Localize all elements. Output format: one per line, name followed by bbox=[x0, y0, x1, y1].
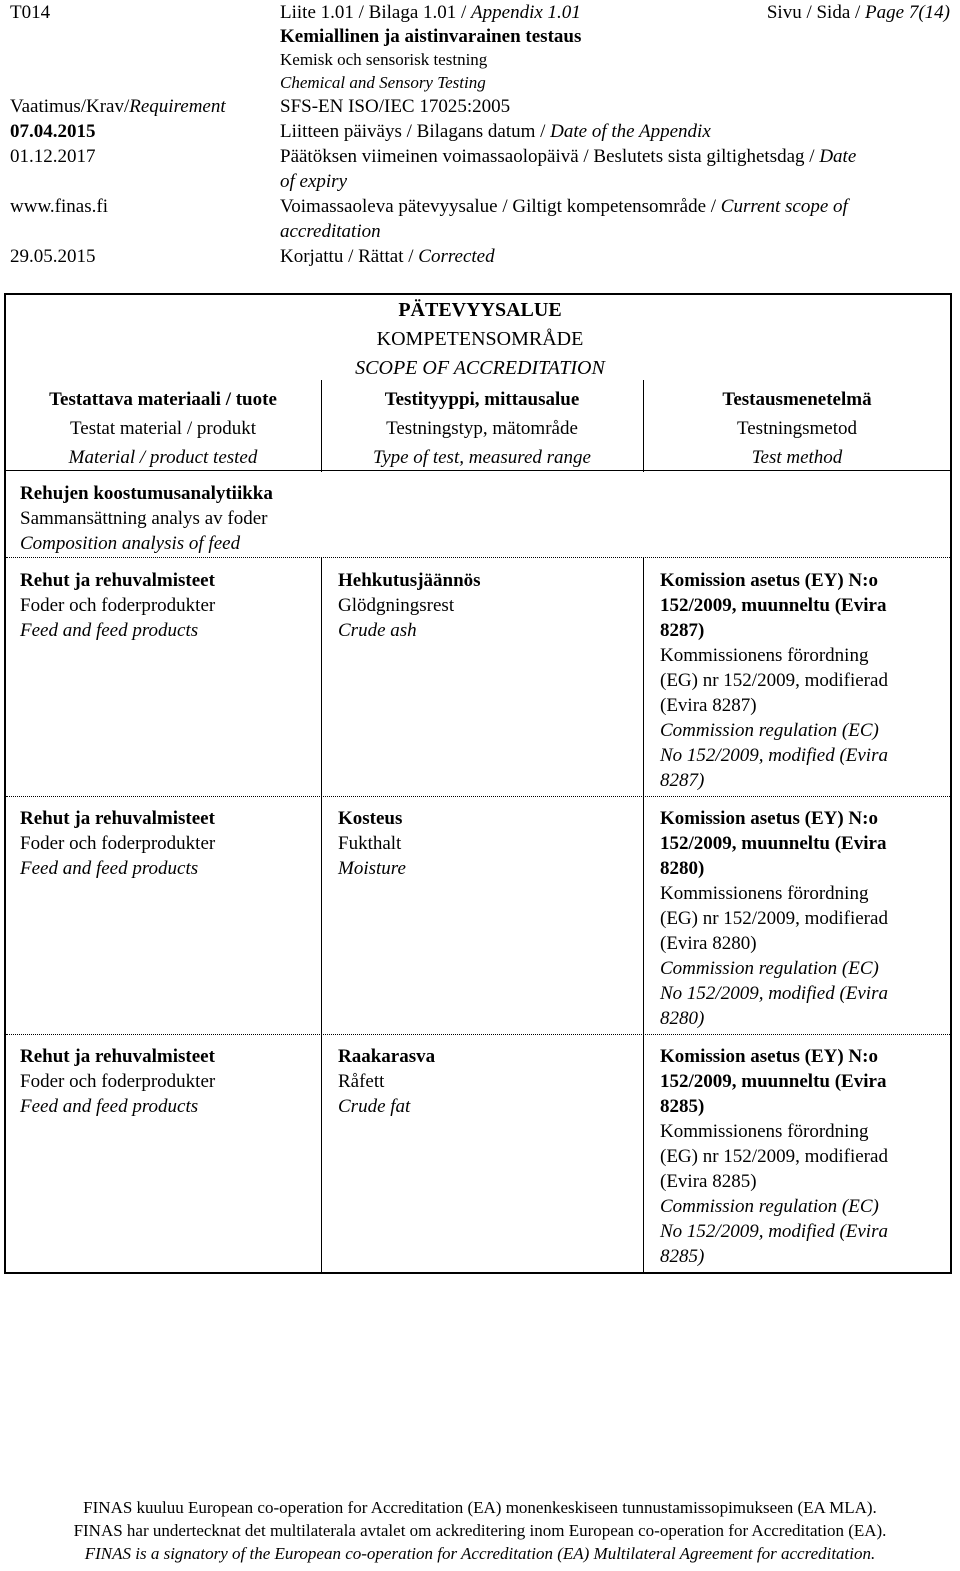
footer-text-fi: FINAS kuuluu European co-operation for Accreditation (EA) monenkeskiseen tunnustamissopimukseen (EA MLA). bbox=[83, 1498, 877, 1517]
table-row-method: Komission asetus (EY) N:o 152/2009, muunneltu (Evira 8287) Kommissionens förordning (EG) nr 152/2009, modifierad (Evira 8287) Commission regulation (EC) No 152/2009, modified (Evira 8287) bbox=[660, 570, 888, 791]
page-number: Sivu / Sida / Page 7(14) bbox=[766, 2, 950, 23]
table-row-test-type: Kosteus Fukthalt Moisture bbox=[338, 808, 406, 879]
corrected-date: 29.05.2015 bbox=[10, 246, 96, 267]
footer-text-sv: FINAS har undertecknat det multilaterala avtalet om ackreditering inom European co-operation for Accreditation (EA). bbox=[73, 1521, 887, 1540]
section-heading: Rehujen koostumusanalytiikka Sammansättning analys av foder Composition analysis of feed bbox=[20, 483, 273, 554]
requirement-value: SFS-EN ISO/IEC 17025:2005 bbox=[280, 96, 511, 117]
row-rule bbox=[6, 796, 950, 797]
table-row-test-type: Hehkutusjäännös Glödgningsrest Crude ash bbox=[338, 570, 481, 641]
footer bbox=[0, 1496, 960, 1565]
appendix-label-en: Appendix 1.01 bbox=[471, 2, 581, 23]
table-row-method: Komission asetus (EY) N:o 152/2009, muunneltu (Evira 8280) Kommissionens förordning (EG) nr 152/2009, modifierad (Evira 8280) Commission regulation (EC) No 152/2009, modified (Evira 8280) bbox=[660, 808, 888, 1029]
scope-title: PÄTEVYYSALUE KOMPETENSOMRÅDE SCOPE OF ACCREDITATION bbox=[355, 299, 605, 379]
header-row-appendix-date: 07.04.2015 Liitteen päiväys / Bilagans datum / Date of the Appendix bbox=[10, 121, 711, 142]
header-rule bbox=[6, 470, 950, 471]
doc-id: T014 bbox=[10, 2, 51, 23]
header-row-scope: www.finas.fi Voimassaoleva pätevyysalue / Giltigt kompetensområde / Current scope of accreditation bbox=[10, 196, 848, 242]
header-row-requirement: Vaatimus/Krav/Requirement SFS-EN ISO/IEC 17025:2005 bbox=[10, 94, 950, 119]
header-divider bbox=[643, 380, 644, 472]
table-row-material: Rehut ja rehuvalmisteet Foder och foderprodukter Feed and feed products bbox=[20, 1046, 216, 1117]
footer-text-en: FINAS is a signatory of the European co-operation for Accreditation (EA) Multilateral Agreement for accreditation. bbox=[84, 1544, 876, 1563]
appendix-label: Liite 1.01 / Bilaga 1.01 / bbox=[280, 2, 472, 23]
field-title-sv: Kemisk och sensorisk testning bbox=[280, 50, 488, 69]
website-link[interactable]: www.finas.fi bbox=[10, 196, 108, 217]
document-header bbox=[10, 0, 950, 269]
header-divider bbox=[321, 380, 322, 472]
col-header-test-type: Testityyppi, mittausalue Testningstyp, mätområde Type of test, measured range bbox=[373, 389, 591, 468]
header-row-expiry: 01.12.2017 Päätöksen viimeinen voimassaolopäivä / Beslutets sista giltighetsdag / Date of expiry bbox=[10, 146, 857, 192]
field-title-fi: Kemiallinen ja aistinvarainen testaus bbox=[280, 26, 582, 47]
header-row-corrected: 29.05.2015 Korjattu / Rättat / Corrected bbox=[10, 246, 495, 267]
field-title-en: Chemical and Sensory Testing bbox=[280, 73, 486, 92]
column-divider bbox=[643, 558, 644, 1272]
requirement-label: Vaatimus/Krav/ bbox=[10, 96, 130, 117]
table-row-method: Komission asetus (EY) N:o 152/2009, muunneltu (Evira 8285) Kommissionens förordning (EG) nr 152/2009, modifierad (Evira 8285) Commission regulation (EC) No 152/2009, modified (Evira 8285) bbox=[660, 1046, 888, 1267]
col-header-material: Testattava materiaali / tuote Testat material / produkt Material / product tested bbox=[49, 389, 277, 468]
table-row-material: Rehut ja rehuvalmisteet Foder och foderprodukter Feed and feed products bbox=[20, 570, 216, 641]
column-divider bbox=[321, 558, 322, 1272]
table-row-test-type: Raakarasva Råfett Crude fat bbox=[338, 1046, 436, 1117]
row-rule bbox=[6, 557, 950, 558]
expiry-date: 01.12.2017 bbox=[10, 146, 96, 167]
header-row-appendix bbox=[10, 0, 950, 25]
row-rule bbox=[6, 1034, 950, 1035]
col-header-method: Testausmenetelmä Testningsmetod Test method bbox=[722, 389, 872, 468]
appendix-date: 07.04.2015 bbox=[10, 121, 96, 142]
table-row-material: Rehut ja rehuvalmisteet Foder och foderprodukter Feed and feed products bbox=[20, 808, 216, 879]
